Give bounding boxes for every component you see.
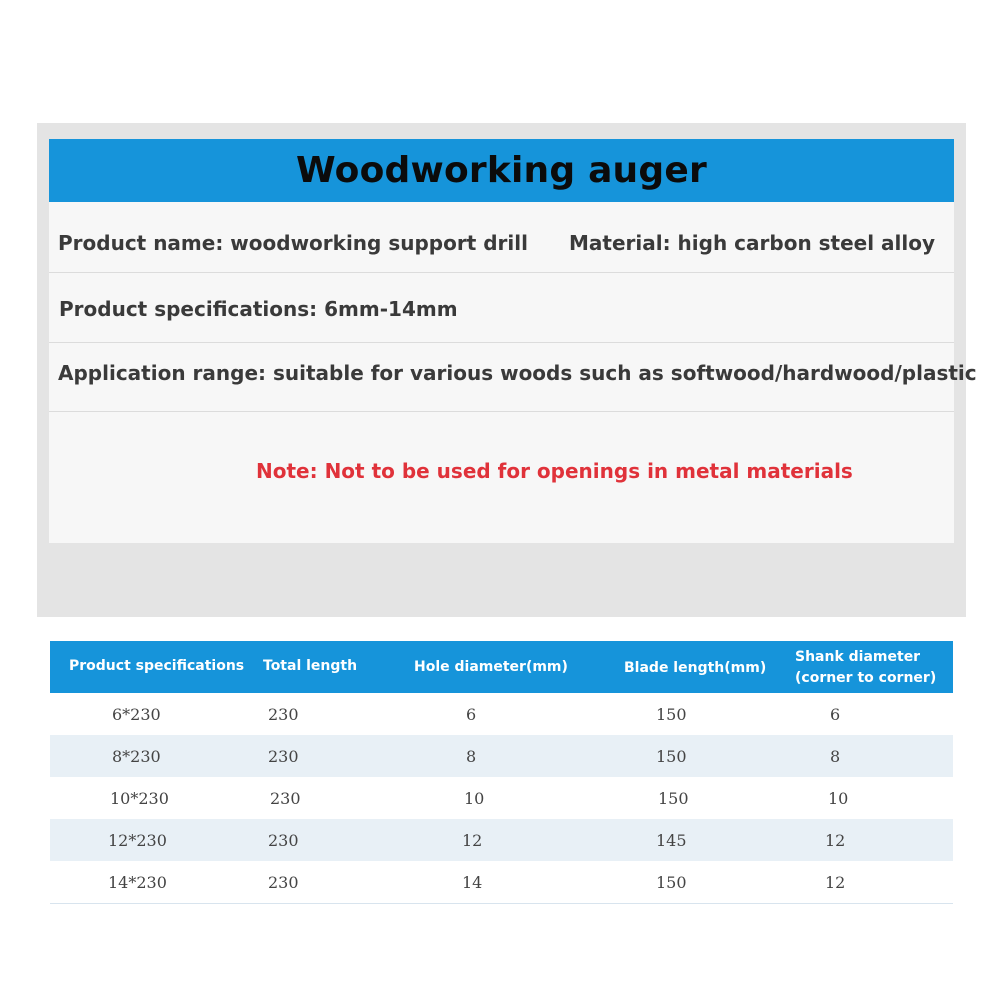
info-row-specifications [49, 273, 954, 343]
cell-blade-length: 150 [656, 705, 687, 724]
table-row [50, 693, 953, 735]
cell-total-length: 230 [268, 705, 299, 724]
cell-blade-length: 150 [656, 873, 687, 892]
cell-total-length: 230 [268, 747, 299, 766]
info-row-application [49, 343, 977, 412]
product-info-card [49, 139, 977, 543]
cell-total-length: 230 [268, 831, 299, 850]
cell-shank-diameter: 12 [825, 873, 846, 892]
table-row [50, 819, 953, 861]
specifications-text: Product specifications: 6mm-14mm [59, 297, 458, 321]
cell-spec: 10*230 [110, 789, 169, 808]
cell-spec: 6*230 [112, 705, 161, 724]
product-name-text: Product name: woodworking support drill [58, 231, 528, 255]
page-title: Woodworking auger [296, 150, 707, 191]
material-text: Material: high carbon steel alloy [569, 231, 936, 255]
header-shank-diameter: Shank diameter [795, 649, 921, 665]
cell-total-length: 230 [270, 789, 301, 808]
table-row [50, 735, 953, 777]
header-shank-corner-to-corner: (corner to corner) [795, 670, 937, 686]
header-hole-diameter: Hole diameter(mm) [414, 659, 568, 675]
cell-shank-diameter: 8 [830, 747, 841, 766]
cell-shank-diameter: 12 [825, 831, 846, 850]
cell-shank-diameter: 6 [830, 705, 841, 724]
cell-hole-diameter: 8 [466, 747, 477, 766]
table-header [50, 641, 953, 693]
title-banner [49, 139, 954, 202]
table-row [50, 777, 953, 819]
table-row [50, 861, 953, 904]
product-info-panel [37, 123, 977, 617]
cell-spec: 8*230 [112, 747, 161, 766]
cell-blade-length: 150 [656, 747, 687, 766]
cell-hole-diameter: 12 [462, 831, 483, 850]
cell-spec: 14*230 [108, 873, 167, 892]
header-total-length: Total length [263, 658, 358, 674]
cell-spec: 12*230 [108, 831, 167, 850]
cell-hole-diameter: 14 [462, 873, 483, 892]
cell-blade-length: 145 [656, 831, 687, 850]
cell-blade-length: 150 [658, 789, 689, 808]
header-blade-length: Blade length(mm) [624, 660, 767, 676]
warning-note: Note: Not to be used for openings in metal materials [256, 459, 853, 483]
cell-hole-diameter: 6 [466, 705, 477, 724]
cell-shank-diameter: 10 [828, 789, 849, 808]
cell-total-length: 230 [268, 873, 299, 892]
cell-hole-diameter: 10 [464, 789, 485, 808]
specifications-table [50, 641, 953, 904]
application-text: Application range: suitable for various woods such as softwood/hardwood/plastic [58, 361, 977, 385]
header-product-specifications: Product specifications [69, 658, 245, 674]
info-row-name-material [49, 202, 954, 273]
